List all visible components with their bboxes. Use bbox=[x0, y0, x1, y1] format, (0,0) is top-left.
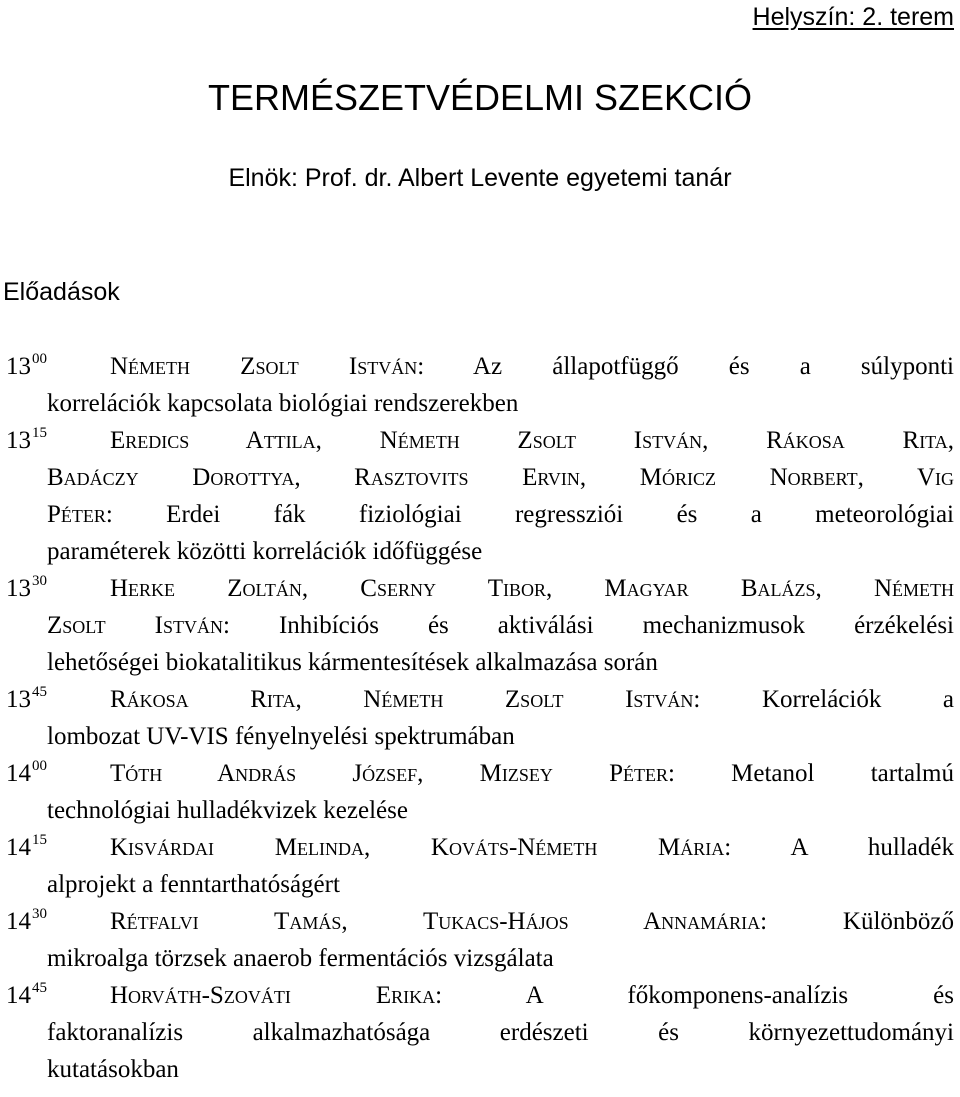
entry-time bbox=[6, 348, 47, 385]
time-hour: 13 bbox=[6, 353, 31, 380]
entry-title-text: lehetőségei biokatalitikus kármentesítések alkalmazása során bbox=[47, 649, 658, 676]
entry-line bbox=[6, 607, 954, 644]
time-hour: 13 bbox=[6, 686, 31, 713]
time-minute: 30 bbox=[32, 573, 47, 589]
entry-line bbox=[6, 940, 954, 977]
entry-line bbox=[6, 977, 954, 1014]
entry-title-text: mikroalga törzsek anaerob fermentációs vizsgálata bbox=[47, 945, 554, 972]
entry-time bbox=[6, 422, 47, 459]
time-minute: 45 bbox=[32, 980, 47, 996]
entry-time bbox=[6, 681, 47, 718]
program-entry bbox=[6, 422, 954, 570]
location-label: Helyszín: 2. terem bbox=[752, 3, 954, 31]
entry-line bbox=[6, 903, 954, 940]
entry-time bbox=[6, 570, 47, 607]
time-hour: 14 bbox=[6, 982, 31, 1009]
entry-line bbox=[6, 422, 954, 459]
entry-authors: Rétfalvi Tamás, Tukacs-Hájos Annamária: bbox=[110, 908, 768, 935]
entry-line bbox=[6, 1051, 954, 1088]
entry-title-text: kutatásokban bbox=[47, 1056, 179, 1083]
entry-authors: Péter: bbox=[47, 501, 113, 528]
entry-time bbox=[6, 977, 47, 1014]
time-hour: 14 bbox=[6, 908, 31, 935]
entry-line bbox=[6, 718, 954, 755]
entry-line bbox=[6, 570, 954, 607]
time-minute: 00 bbox=[32, 351, 47, 367]
program-entry bbox=[6, 903, 954, 977]
entry-title-text: Különböző bbox=[767, 908, 954, 935]
entry-title-text: Metanol tartalmú bbox=[674, 760, 954, 787]
program-entry bbox=[6, 829, 954, 903]
entry-line bbox=[6, 459, 954, 496]
section-title: TERMÉSZETVÉDELMI SZEKCIÓ bbox=[207, 77, 753, 118]
session-chair: Elnök: Prof. dr. Albert Levente egyetemi tanár bbox=[228, 164, 732, 192]
entry-authors: Horváth-Szováti Erika: bbox=[110, 982, 443, 1009]
entry-time bbox=[6, 755, 47, 792]
entry-title-text: Korrelációk a bbox=[700, 686, 954, 713]
program-entry bbox=[6, 681, 954, 755]
entry-line bbox=[6, 829, 954, 866]
entry-line bbox=[6, 644, 954, 681]
entry-line bbox=[6, 348, 954, 385]
entry-line bbox=[6, 755, 954, 792]
program-entry bbox=[6, 570, 954, 681]
program-entry bbox=[6, 977, 954, 1088]
time-minute: 45 bbox=[32, 684, 47, 700]
entry-authors: Tóth András József, Mizsey Péter: bbox=[110, 760, 675, 787]
entry-title-text: A főkomponens-analízis és bbox=[442, 982, 954, 1009]
entry-authors: Németh Zsolt István: bbox=[110, 353, 425, 380]
entry-title-text: paraméterek közötti korrelációk időfüggése bbox=[47, 538, 483, 565]
entry-title-text: alprojekt a fenntarthatóságért bbox=[47, 871, 340, 898]
entry-line bbox=[6, 385, 954, 422]
time-hour: 13 bbox=[6, 575, 31, 602]
time-minute: 00 bbox=[32, 758, 47, 774]
entry-authors: Eredics Attila, Németh Zsolt István, Rákosa Rita, bbox=[110, 427, 954, 454]
program-list bbox=[6, 348, 954, 1088]
time-minute: 30 bbox=[32, 906, 47, 922]
entry-authors: Badáczy Dorottya, Rasztovits Ervin, Móricz Norbert, Vig bbox=[47, 464, 954, 491]
entry-time bbox=[6, 903, 47, 940]
entry-line bbox=[6, 533, 954, 570]
entry-authors: Rákosa Rita, Németh Zsolt István: bbox=[110, 686, 701, 713]
entry-title-text: faktoranalízis alkalmazhatósága erdészeti és környezettudományi bbox=[47, 1019, 954, 1046]
time-hour: 13 bbox=[6, 427, 31, 454]
entry-title-text: Inhibíciós és aktiválási mechanizmusok érzékelési bbox=[229, 612, 954, 639]
entry-authors: Kisvárdai Melinda, Kováts-Németh Mária: bbox=[110, 834, 732, 861]
entry-line bbox=[6, 681, 954, 718]
entry-title-text: Az állapotfüggő és a súlyponti bbox=[424, 353, 955, 380]
entry-line bbox=[6, 792, 954, 829]
program-entry bbox=[6, 348, 954, 422]
entry-authors: Zsolt István: bbox=[47, 612, 230, 639]
time-hour: 14 bbox=[6, 834, 31, 861]
entry-line bbox=[6, 496, 954, 533]
program-entry bbox=[6, 755, 954, 829]
entry-line bbox=[6, 1014, 954, 1051]
time-hour: 14 bbox=[6, 760, 31, 787]
entry-title-text: A hulladék bbox=[731, 834, 954, 861]
entry-time bbox=[6, 829, 47, 866]
entry-title-text: technológiai hulladékvizek kezelése bbox=[47, 797, 408, 824]
time-minute: 15 bbox=[32, 425, 47, 441]
entry-title-text: korrelációk kapcsolata biológiai rendszerekben bbox=[47, 390, 519, 417]
entry-title-text: Erdei fák fiziológiai regressziói és a meteorológiai bbox=[112, 501, 954, 528]
lectures-heading: Előadások bbox=[3, 278, 120, 306]
time-minute: 15 bbox=[32, 832, 47, 848]
entry-line bbox=[6, 866, 954, 903]
entry-authors: Herke Zoltán, Cserny Tibor, Magyar Balázs, Németh bbox=[110, 575, 954, 602]
entry-title-text: lombozat UV-VIS fényelnyelési spektrumában bbox=[47, 723, 515, 750]
